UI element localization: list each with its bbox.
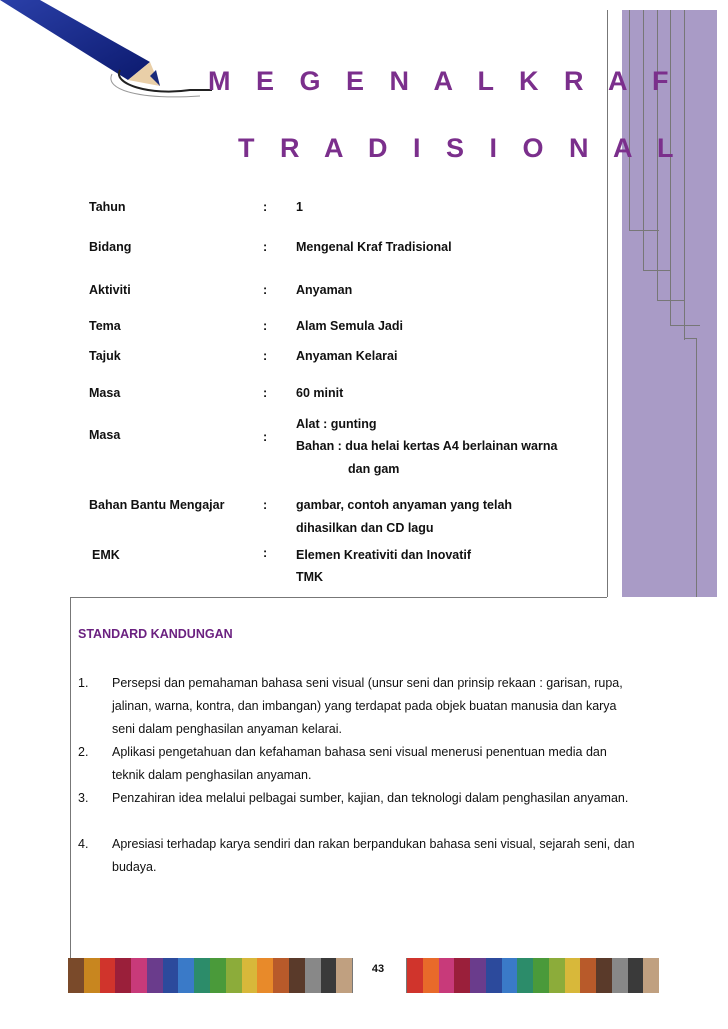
list-item-text: Persepsi dan pemahaman bahasa seni visual (unsur seni dan prinsip rekaan : garisan, rupa, jalinan, warna, kontra, dan imbangan) yang terdapat pada objek buatan manusia dan karya seni dalam penghasilan anyaman kelarai. <box>112 676 623 736</box>
info-colon: : <box>263 498 268 512</box>
info-label: Tahun <box>89 200 126 214</box>
info-value: Anyaman Kelarai <box>296 349 398 363</box>
info-value: 1 <box>296 200 303 214</box>
list-item-text: Penzahiran idea melalui pelbagai sumber, kajian, dan teknologi dalam penghasilan anyaman. <box>112 791 629 805</box>
info-value: Alam Semula Jadi <box>296 319 403 333</box>
info-label: Bahan Bantu Mengajar <box>89 498 225 512</box>
section-heading: STANDARD KANDUNGAN <box>78 627 233 641</box>
info-value-line: TMK <box>296 570 324 584</box>
info-value: Mengenal Kraf Tradisional <box>296 240 452 254</box>
page-title-line-1: M E G E N A L K R A F <box>208 66 678 96</box>
info-label: Tajuk <box>89 349 121 363</box>
info-label: Aktiviti <box>89 283 131 297</box>
list-item-number: 2. <box>78 745 89 759</box>
info-label: Bidang <box>89 240 132 254</box>
list-item-number: 4. <box>78 837 89 851</box>
info-label: Masa <box>89 386 121 400</box>
info-label: EMK <box>92 548 120 562</box>
info-label: Tema <box>89 319 121 333</box>
info-value-line: Alat : gunting <box>296 417 377 431</box>
page-title-line-2: T R A D I S I O N A L <box>238 133 683 163</box>
info-value: Anyaman <box>296 283 353 297</box>
info-colon: : <box>263 349 268 363</box>
info-value: 60 minit <box>296 386 344 400</box>
list-item-number: 1. <box>78 676 89 690</box>
info-colon: : <box>263 319 268 333</box>
info-colon: : <box>263 430 268 444</box>
pencil-icon <box>0 0 240 110</box>
info-label: Masa <box>89 428 121 442</box>
info-value-line: gambar, contoh anyaman yang telah <box>296 498 513 512</box>
info-value-line: dan gam <box>348 462 400 476</box>
list-item-text: Apresiasi terhadap karya sendiri dan rakan berpandukan bahasa seni visual, sejarah seni, dan budaya. <box>112 837 635 874</box>
info-colon: : <box>263 283 268 297</box>
info-value-line: Bahan : dua helai kertas A4 berlainan warna <box>296 439 558 453</box>
list-item-number: 3. <box>78 791 89 805</box>
info-value-line: Elemen Kreativiti dan Inovatif <box>296 548 472 562</box>
info-colon: : <box>263 200 268 214</box>
list-item-text: Aplikasi pengetahuan dan kefahaman bahasa seni visual menerusi penentuan media dan teknik dalam penghasilan anyaman. <box>112 745 607 782</box>
info-colon: : <box>263 546 268 560</box>
footer-pencils-left <box>68 958 352 993</box>
info-colon: : <box>263 386 268 400</box>
footer-pencils-right <box>407 958 659 993</box>
page-number: 43 <box>371 963 385 975</box>
info-value-line: dihasilkan dan CD lagu <box>296 521 434 535</box>
info-colon: : <box>263 240 268 254</box>
